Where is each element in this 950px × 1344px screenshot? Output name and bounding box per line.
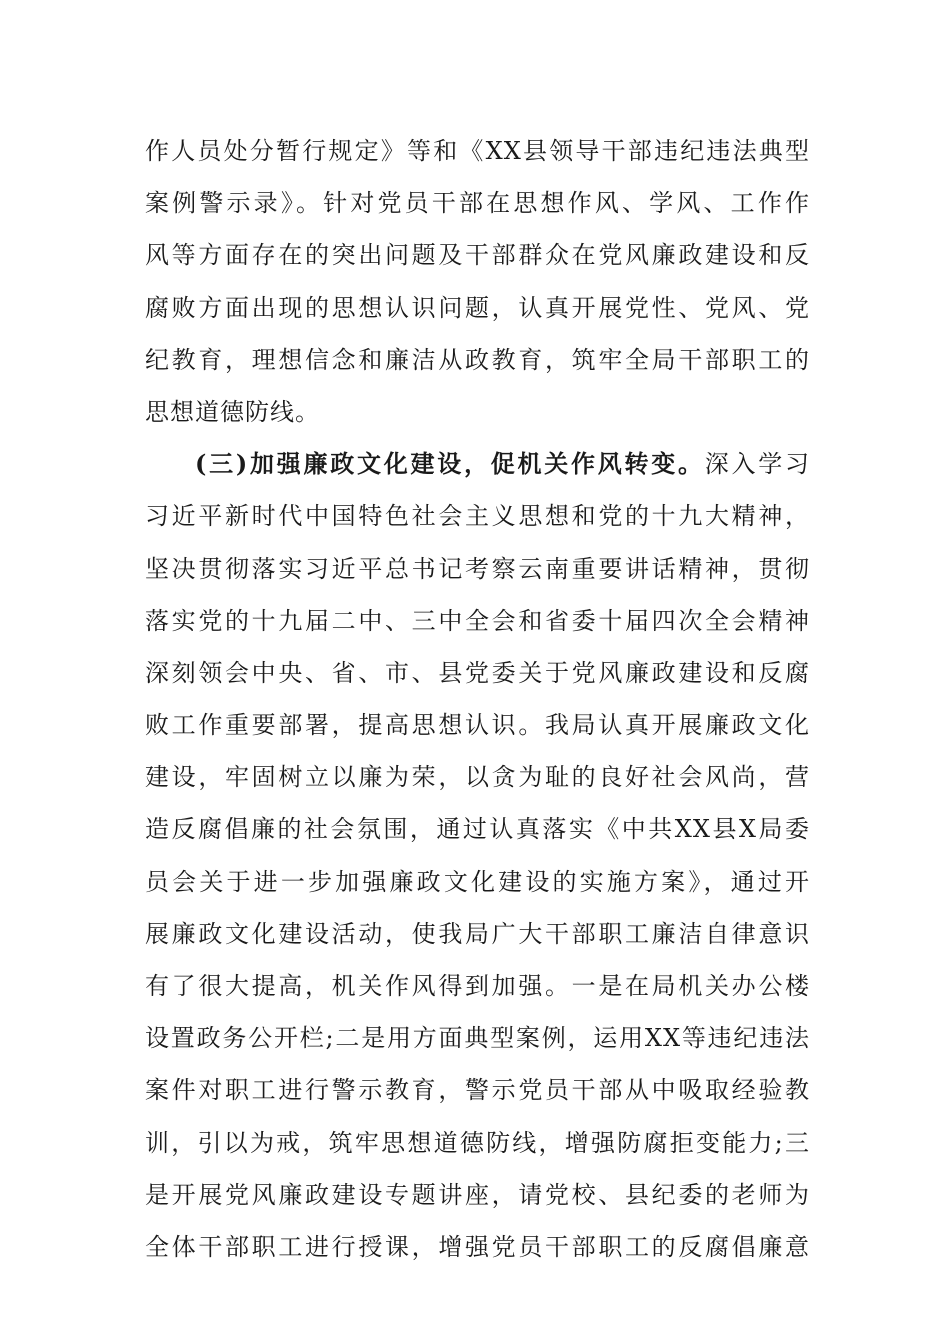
paragraph-2-first-line [145, 438, 810, 490]
text-line: 风等方面存在的突出问题及干部群众在党风廉政建设和反 [145, 241, 810, 270]
text-line: 思想道德防线。 [145, 397, 320, 426]
text-line: 是开展党风廉政建设专题讲座，请党校、县纪委的老师为 [145, 1180, 810, 1209]
text-line: 案件对职工进行警示教育，警示党员干部从中吸取经验教 [145, 1076, 810, 1105]
text-line: 败工作重要部署，提高思想认识。我局认真开展廉政文化 [145, 711, 810, 740]
text-line: 展廉政文化建设活动，使我局广大干部职工廉洁自律意识 [145, 919, 810, 948]
section-heading: (三)加强廉政文化建设，促机关作风转变。 [195, 449, 705, 479]
text-line: 设置政务公开栏;二是用方面典型案例，运用XX等违纪违法 [145, 1024, 810, 1053]
text-line: 造反腐倡廉的社会氛围，通过认真落实《中共XX县X局委 [145, 815, 810, 844]
text-line: 腐败方面出现的思想认识问题，认真开展党性、党风、党 [145, 293, 810, 322]
paragraph-2 [145, 438, 810, 1273]
text-line: 案例警示录》。针对党员干部在思想作风、学风、工作作 [145, 189, 810, 218]
paragraph-1 [145, 125, 810, 438]
text-line: 全体干部职工进行授课，增强党员干部职工的反腐倡廉意 [145, 1232, 810, 1261]
text-line: 员会关于进一步加强廉政文化建设的实施方案》，通过开 [145, 867, 810, 896]
text-line: 纪教育，理想信念和廉洁从政教育，筑牢全局干部职工的 [145, 345, 810, 374]
text-line: 训，引以为戒，筑牢思想道德防线，增强防腐拒变能力;三 [145, 1128, 810, 1157]
text-line: 建设，牢固树立以廉为荣，以贪为耻的良好社会风尚，营 [145, 763, 810, 792]
text-line: 坚决贯彻落实习近平总书记考察云南重要讲话精神，贯彻 [145, 554, 810, 583]
text-line: 有了很大提高，机关作风得到加强。一是在局机关办公楼 [145, 972, 810, 1000]
text-line: 落实党的十九届二中、三中全会和省委十届四次全会精神 [145, 606, 810, 635]
heading-continuation: 深入学习 [704, 450, 811, 479]
text-line: 作人员处分暂行规定》等和《XX县领导干部违纪违法典型 [145, 137, 810, 165]
body-text [145, 125, 810, 1273]
text-line: 深刻领会中央、省、市、县党委关于党风廉政建设和反腐 [145, 658, 810, 687]
text-line: 习近平新时代中国特色社会主义思想和党的十九大精神， [145, 502, 810, 531]
